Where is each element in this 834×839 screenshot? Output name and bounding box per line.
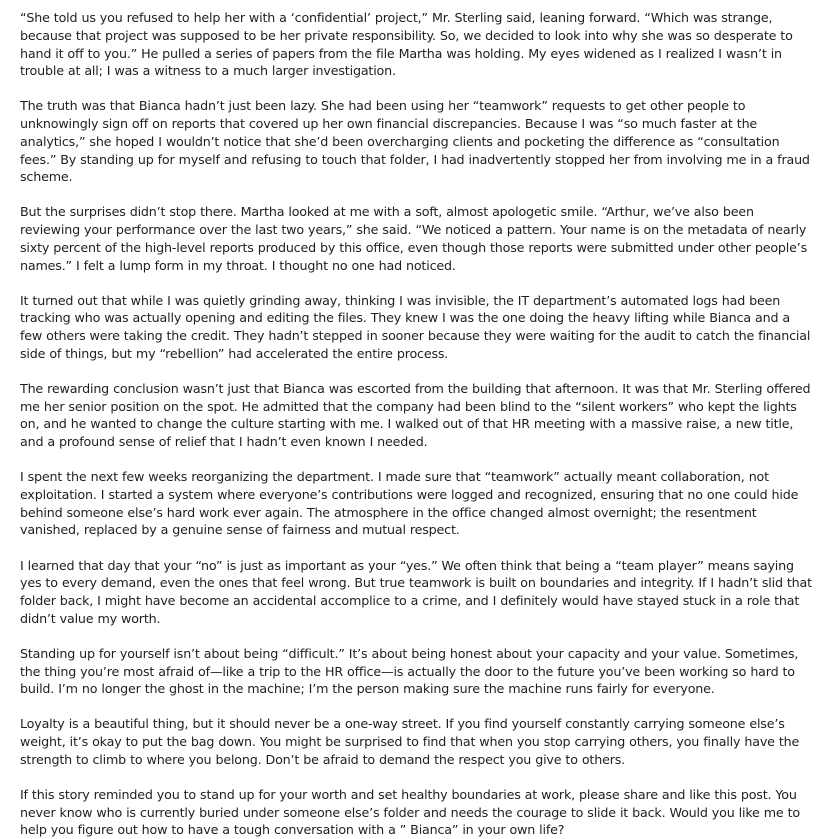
paragraph-1: “She told us you refused to help her with a ‘confidential’ project,” Mr. Sterling said, leaning forward. “Which was strange, because that project was supposed to be her private responsibility. So, we decided to look into why she was so desperate to hand it off to you.” He pulled a series of papers from the file Martha was holding. My eyes widened as I realized I wasn’t in trouble at all; I was a witness to a much larger investigation. <box>20 10 793 79</box>
paragraph-10: If this story reminded you to stand up for your worth and set healthy boundaries at work, please share and like this post. You never know who is currently buried under someone else’s folder and needs the courage to slide it back. Would you like me to help you figure out how to have a tough conversation with a ” Bianca” in your own life? <box>20 786 800 838</box>
paragraph-8: Standing up for yourself isn’t about being “difficult.” It’s about being honest about your capacity and your value. Sometimes, the thing you’re most afraid of—like a trip to the HR office—is actually the door to the future you’ve been working so hard to build. I’m no longer the ghost in the machine; I’m the person making sure the machine runs fairly for everyone. <box>20 645 799 697</box>
paragraph-2: The truth was that Bianca hadn’t just been lazy. She had been using her “teamwork” requests to get other people to unknowingly sign off on reports that covered up her own financial discrepancies. Because I was “so much faster at the analytics,” she hoped I wouldn’t notice that she’d been overcharging clients and pocketing the difference as “consultation fees.” By standing up for myself and refusing to touch that folder, I had inadvertently stopped her from involving me in a fraud scheme. <box>20 98 810 185</box>
paragraph-3: But the surprises didn’t stop there. Martha looked at me with a soft, almost apologetic smile. “Arthur, we’ve also been reviewing your performance over the last two years,” she said. “We noticed a pattern. Your name is on the metadata of nearly sixty percent of the high-level reports produced by this office, even though those reports were submitted under other people’s names.” I felt a lump form in my throat. I thought no one had noticed. <box>20 204 808 273</box>
paragraph-5: The rewarding conclusion wasn’t just that Bianca was escorted from the building that afternoon. It was that Mr. Sterling offered me her senior position on the spot. He admitted that the company had been blind to the “silent workers” who kept the lights on, and he wanted to change the culture starting with me. I walked out of that HR meeting with a massive raise, a new title, and a profound sense of relief that I hadn’t even known I needed. <box>20 380 811 450</box>
paragraph-7: I learned that day that your “no” is just as important as your “yes.” We often think that being a “team player” means saying yes to every demand, even the ones that feel wrong. But true teamwork is built on boundaries and integrity. If I hadn’t slid that folder back, I might have become an accidental accomplice to a crime, and I definitely would have stayed stuck in a role that didn’t value my worth. <box>20 557 812 626</box>
paragraph-6: I spent the next few weeks reorganizing the department. I made sure that “teamwork” actually meant collaboration, not exploitation. I started a system where everyone’s contributions were logged and recognized, ensuring that no one could hide behind someone else’s hard work ever again. The atmosphere in the office changed almost overnight; the resentment vanished, replaced by a genuine sense of fairness and mutual respect. <box>20 469 799 538</box>
paragraph-9: Loyalty is a beautiful thing, but it should never be a one-way street. If you find yourself constantly carrying someone else’s weight, it’s okay to put the bag down. You might be surprised to find that when you stop carrying others, you finally have the strength to climb to where you belong. Don’t be afraid to demand the respect you give to others. <box>20 716 800 767</box>
paragraph-4: It turned out that while I was quietly grinding away, thinking I was invisible, the IT department’s automated logs had been tracking who was actually opening and editing the files. They knew I was the one doing the heavy lifting while Bianca and a few others were taking the credit. They hadn’t stepped in sooner because they were waiting for the audit to catch the financial side of things, but my “rebellion” had accelerated the entire process. <box>20 292 811 361</box>
